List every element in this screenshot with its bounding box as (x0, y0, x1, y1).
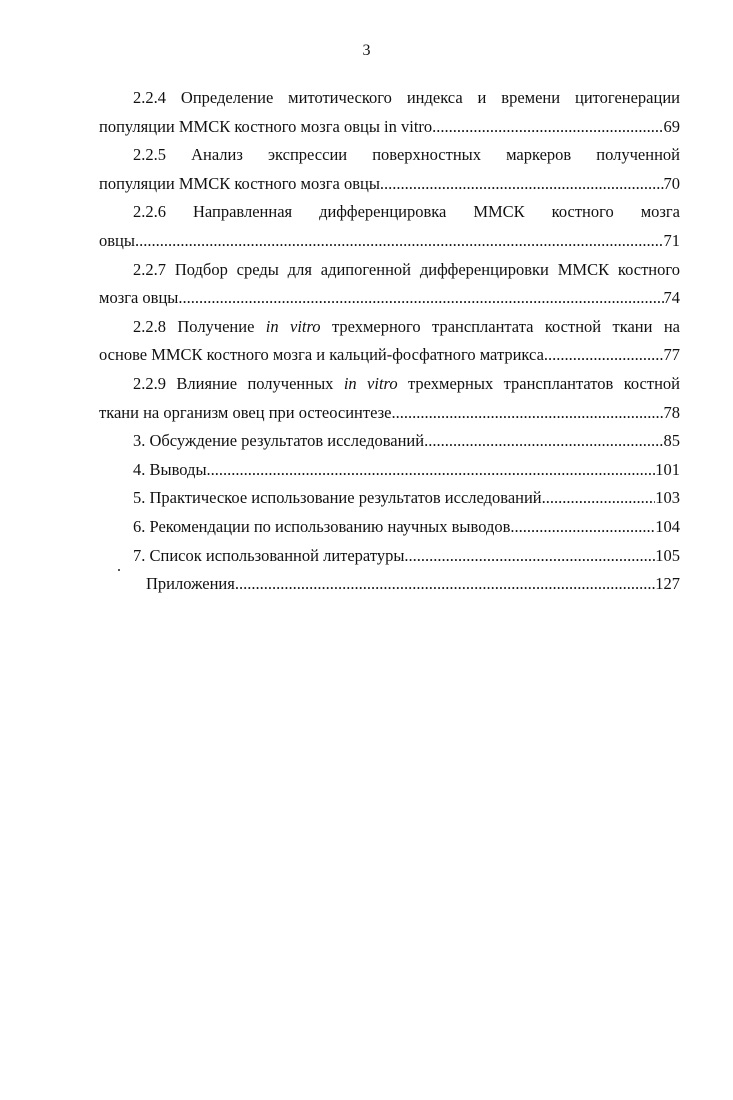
leader-dots (135, 227, 664, 256)
toc-entry-2-2-9-title-part1: 2.2.9 Влияние полученных (133, 373, 344, 393)
toc-entry-appendices (99, 570, 680, 599)
toc-entry-2-2-8-text: основе ММСК костного мозга и кальций-фосфатного матрикса (99, 345, 544, 365)
toc-entry-2-2-9-text: ткани на организм овец при остеосинтезе (99, 402, 392, 422)
toc-entry-2-2-6-text: овцы (99, 230, 135, 250)
toc-entry-2-2-9-title-part2: трехмерных трансплантатов костной (397, 373, 680, 393)
toc-entry-2-2-7-text: мозга овцы (99, 288, 179, 308)
toc-entry-2-2-6-leader (99, 227, 680, 256)
toc-entry-3 (99, 427, 680, 456)
leader-dots (235, 570, 655, 599)
leader-dots (391, 399, 663, 428)
leader-dots (404, 542, 655, 571)
page-number: 3 (362, 42, 371, 59)
toc-entry-3-text: 3. Обсуждение результатов исследований (133, 431, 425, 451)
leader-dots (542, 484, 656, 513)
toc-entry-2-2-9-leader (99, 399, 680, 428)
toc-entry-2-2-6-title: 2.2.6 Направленная дифференцировка ММСК костного мозга (133, 202, 680, 222)
table-of-contents (99, 84, 680, 599)
toc-entry-6 (99, 513, 680, 542)
leader-dots (380, 170, 664, 199)
toc-entry-2-2-8-title-part2: трехмерного трансплантата костной ткани на (320, 316, 680, 336)
toc-entry-4-text: 4. Выводы (133, 459, 207, 479)
toc-entry-5-page: 103 (655, 488, 680, 508)
toc-entry-2-2-5-leader (99, 170, 680, 199)
toc-entry-2-2-8-title-italic: in vitro (265, 316, 321, 336)
toc-entry-2-2-9-title-italic: in vitro (343, 373, 398, 393)
leader-dots (207, 456, 656, 485)
toc-entry-appendices-text: Приложения (146, 574, 235, 594)
scan-speck (118, 569, 120, 571)
toc-entry-2-2-9-title (99, 370, 680, 399)
toc-entry-2-2-4-title: 2.2.4 Определение митотического индекса и времени цитогенерации (133, 88, 680, 107)
toc-entry-2-2-5-page: 70 (663, 173, 680, 193)
toc-entry-2-2-9-page: 78 (663, 402, 680, 422)
toc-entry-4 (99, 456, 680, 485)
toc-entry-2-2-7-page: 74 (663, 288, 680, 308)
toc-entry-7 (99, 542, 680, 571)
toc-entry-3-page: 85 (663, 431, 680, 451)
toc-entry-2-2-6-page: 71 (663, 230, 680, 250)
toc-entry-2-2-7-title: 2.2.7 Подбор среды для адипогенной дифференцировки ММСК костного (133, 259, 680, 279)
toc-entry-2-2-5-title: 2.2.5 Анализ экспрессии поверхностных маркеров полученной (133, 145, 680, 165)
leader-dots (424, 427, 663, 456)
toc-entry-2-2-8-leader (99, 341, 680, 370)
leader-dots (178, 284, 663, 313)
toc-entry-2-2-5-text: популяции ММСК костного мозга овцы (99, 173, 380, 193)
leader-dots (432, 113, 663, 142)
leader-dots (544, 341, 664, 370)
toc-entry-2-2-7-leader (99, 284, 680, 313)
toc-entry-5-text: 5. Практическое использование результатов исследований (133, 488, 542, 508)
toc-entry-5 (99, 484, 680, 513)
toc-entry-6-text: 6. Рекомендации по использованию научных выводов (133, 516, 511, 536)
toc-entry-appendices-page: 127 (655, 574, 680, 594)
toc-entry-2-2-4-page: 69 (663, 116, 680, 136)
toc-entry-2-2-4-leader (99, 113, 680, 142)
toc-entry-4-page: 101 (655, 459, 680, 479)
toc-entry-2-2-4-text: популяции ММСК костного мозга овцы in vitro (99, 116, 433, 136)
toc-entry-7-page: 105 (655, 545, 680, 565)
toc-entry-6-page: 104 (655, 516, 680, 536)
leader-dots (510, 513, 655, 542)
toc-entry-2-2-8-title-part1: 2.2.8 Получение (133, 316, 266, 336)
toc-entry-2-2-8-page: 77 (663, 345, 680, 365)
toc-entry-7-text: 7. Список использованной литературы (133, 545, 405, 565)
toc-entry-2-2-8-title (99, 313, 680, 342)
